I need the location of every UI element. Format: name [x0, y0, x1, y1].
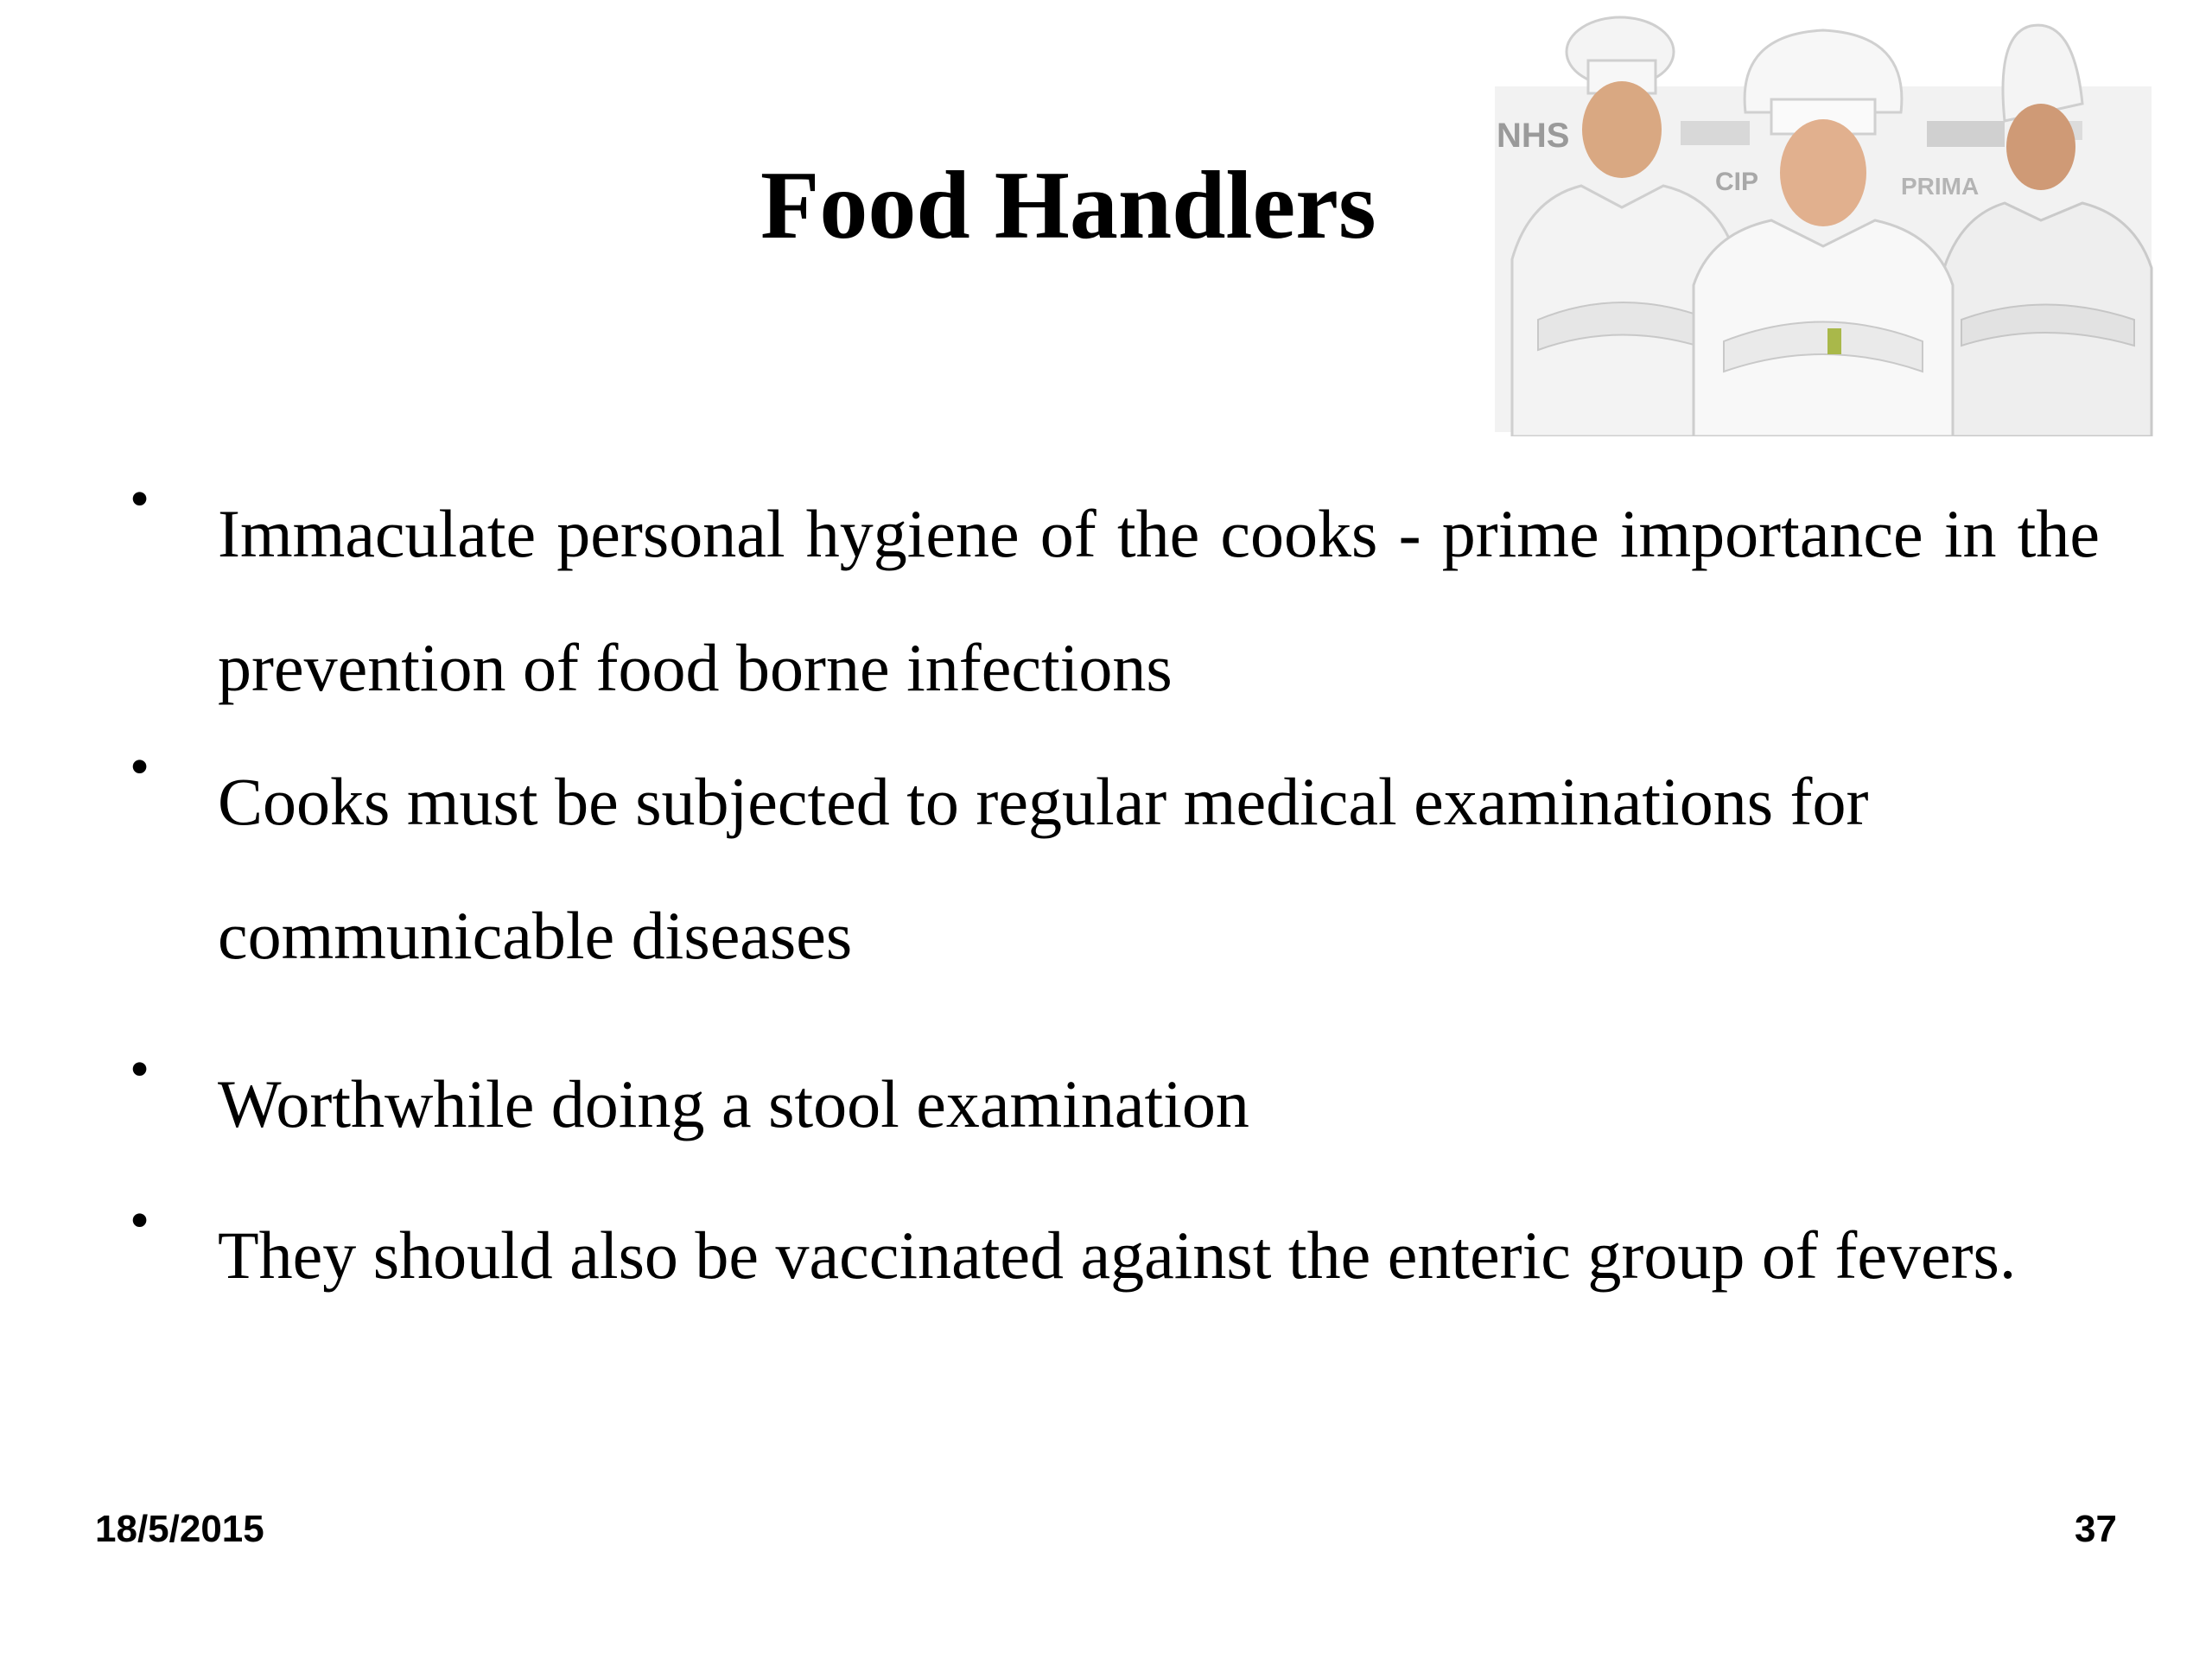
logo-cip: CIP: [1715, 168, 1759, 196]
bullet-text: They should also be vaccinated against the enteric group of fevers.: [218, 1217, 2017, 1293]
list-item: [130, 467, 2100, 734]
bullet-icon: •: [130, 1189, 150, 1252]
slide-title: Food Handlers: [760, 152, 1376, 259]
bullet-icon: •: [130, 735, 150, 798]
bullet-icon: •: [130, 1038, 150, 1101]
logo-prima: PRIMA: [1901, 173, 1980, 200]
list-item: [130, 1037, 2100, 1171]
list-item: [130, 734, 2100, 1002]
bullet-text: Immaculate personal hygiene of the cooks - prime importance in the prevention of food borne infections: [218, 496, 2100, 705]
list-item: [130, 1188, 2100, 1322]
logo-nhs: NHS: [1497, 117, 1570, 155]
bullet-text: Worthwhile doing a stool examination: [218, 1066, 1249, 1141]
slide-number: 37: [2075, 1508, 2117, 1550]
chefs-photo: [1478, 0, 2160, 436]
footer-date: 18/5/2015: [95, 1508, 264, 1550]
bullet-icon: •: [130, 467, 150, 531]
bullet-text: Cooks must be subjected to regular medical examinations for communicable diseases: [218, 764, 1869, 973]
